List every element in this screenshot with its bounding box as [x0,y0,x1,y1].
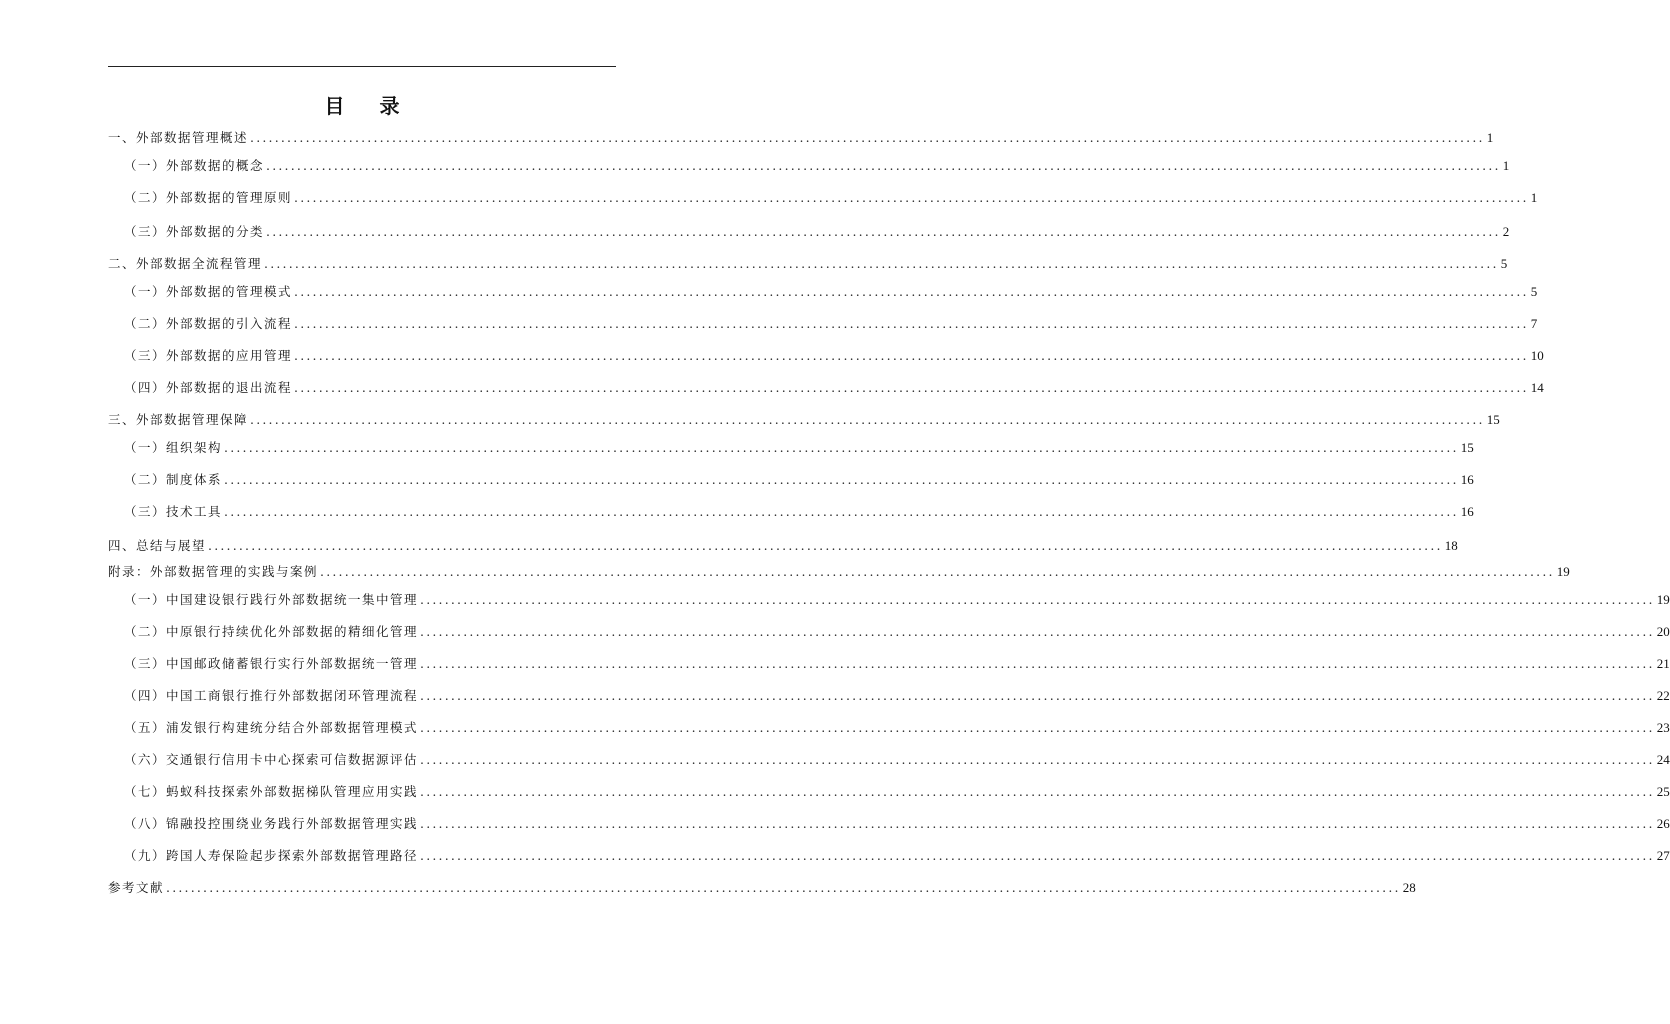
toc-entry-label: （一）外部数据的管理模式 [124,284,293,299]
toc-leader: ........................................................................................................................................................................................................ [224,440,1459,455]
toc-entry[interactable] [124,282,1538,302]
toc-entry-label: （三）中国邮政储蓄银行实行外部数据统一管理 [124,656,419,671]
toc-entry-page: 10 [1530,348,1544,363]
toc-entry[interactable] [108,254,1508,274]
toc-entry[interactable] [124,502,1474,522]
toc-entry-page: 24 [1656,752,1670,767]
toc-entry[interactable] [124,438,1474,458]
toc-entry-page: 22 [1656,688,1670,703]
toc-entry-label: 四、总结与展望 [108,538,207,553]
toc-entry-page: 16 [1460,472,1474,487]
toc-entry[interactable] [124,654,1670,674]
toc-leader: ........................................................................................................................................................................................................ [266,158,1501,173]
toc-entry-label: （四）外部数据的退出流程 [124,380,293,395]
toc-entry-label: （三）技术工具 [124,504,223,519]
toc-entry-page: 23 [1656,720,1670,735]
toc-leader: ........................................................................................................................................................................................................ [208,538,1443,553]
toc-entry-page: 16 [1460,504,1474,519]
toc-leader: ........................................................................................................................................................................................................ [294,284,1529,299]
toc-entry-page: 19 [1556,564,1570,579]
toc-entry-page: 15 [1486,412,1500,427]
toc-entry-page: 20 [1656,624,1670,639]
toc-entry-label: （四）中国工商银行推行外部数据闭环管理流程 [124,688,419,703]
toc-entry-label: （六）交通银行信用卡中心探索可信数据源评估 [124,752,419,767]
toc-leader: ........................................................................................................................................................................................................ [420,816,1655,831]
toc-entry-label: 附录：外部数据管理的实践与案例 [108,564,319,579]
toc-entry-page: 1 [1486,130,1494,145]
toc-entry[interactable] [124,222,1510,242]
toc-entry-page: 1 [1502,158,1510,173]
toc-entry-page: 5 [1530,284,1538,299]
toc-entry-page: 7 [1530,316,1538,331]
toc-entry-label: （二）制度体系 [124,472,223,487]
toc-leader: ........................................................................................................................................................................................................ [250,412,1485,427]
toc-entry[interactable] [108,536,1458,556]
toc-entry-page: 5 [1500,256,1508,271]
toc-entry[interactable] [124,782,1670,802]
toc-entry-label: （七）蚂蚁科技探索外部数据梯队管理应用实践 [124,784,419,799]
toc-leader: ........................................................................................................................................................................................................ [250,130,1485,145]
toc-leader: ........................................................................................................................................................................................................ [420,752,1655,767]
toc-entry-label: （二）外部数据的管理原则 [124,190,293,205]
toc-entry[interactable] [124,346,1544,366]
toc-entry[interactable] [124,314,1538,334]
toc-entry-label: 参考文献 [108,880,165,895]
toc-leader: ........................................................................................................................................................................................................ [420,784,1655,799]
toc-leader: ........................................................................................................................................................................................................ [420,688,1655,703]
toc-entry-label: （二）中原银行持续优化外部数据的精细化管理 [124,624,419,639]
toc-leader: ........................................................................................................................................................................................................ [266,224,1501,239]
toc-entry-page: 26 [1656,816,1670,831]
toc-entry-label: （一）中国建设银行践行外部数据统一集中管理 [124,592,419,607]
toc-entry[interactable] [108,878,1416,898]
toc-title: 目 录 [324,94,414,118]
toc-entry-label: （九）跨国人寿保险起步探索外部数据管理路径 [124,848,419,863]
toc-entry-label: （三）外部数据的应用管理 [124,348,293,363]
toc-entry-label: 二、外部数据全流程管理 [108,256,263,271]
toc-leader: ........................................................................................................................................................................................................ [420,656,1655,671]
toc-entry-page: 21 [1656,656,1670,671]
toc-entry-page: 27 [1656,848,1670,863]
toc-leader: ........................................................................................................................................................................................................ [294,316,1529,331]
toc-leader: ........................................................................................................................................................................................................ [166,880,1401,895]
toc-entry-page: 28 [1402,880,1416,895]
toc-entry-label: （一）外部数据的概念 [124,158,265,173]
toc-leader: ........................................................................................................................................................................................................ [420,592,1655,607]
toc-entry[interactable] [124,156,1510,176]
toc-entry-label: （八）锦融投控围绕业务践行外部数据管理实践 [124,816,419,831]
toc-entry-label: （二）外部数据的引入流程 [124,316,293,331]
toc-entry-page: 14 [1530,380,1544,395]
toc-entry[interactable] [124,846,1670,866]
toc-entry-label: 三、外部数据管理保障 [108,412,249,427]
toc-entry[interactable] [108,562,1570,582]
toc-leader: ........................................................................................................................................................................................................ [294,190,1529,205]
toc-entry[interactable] [108,410,1500,430]
toc-entry-page: 19 [1656,592,1670,607]
toc-entry-page: 2 [1502,224,1510,239]
toc-leader: ........................................................................................................................................................................................................ [264,256,1499,271]
toc-leader: ........................................................................................................................................................................................................ [420,848,1655,863]
toc-leader: ........................................................................................................................................................................................................ [420,720,1655,735]
toc-entry[interactable] [124,686,1670,706]
toc-entry-page: 15 [1460,440,1474,455]
toc-entry[interactable] [124,378,1544,398]
toc-entry-label: 一、外部数据管理概述 [108,130,249,145]
toc-entry[interactable] [124,750,1670,770]
toc-entry-page: 18 [1444,538,1458,553]
toc-entry[interactable] [124,188,1538,208]
toc-entry-label: （五）浦发银行构建统分结合外部数据管理模式 [124,720,419,735]
toc-leader: ........................................................................................................................................................................................................ [294,380,1529,395]
toc-entry[interactable] [124,622,1670,642]
toc-leader: ........................................................................................................................................................................................................ [294,348,1529,363]
toc-entry[interactable] [108,128,1494,148]
toc-entry-label: （一）组织架构 [124,440,223,455]
toc-leader: ........................................................................................................................................................................................................ [224,472,1459,487]
toc-entry[interactable] [124,814,1670,834]
toc-entry-page: 1 [1530,190,1538,205]
toc-entry[interactable] [124,590,1670,610]
toc-entry[interactable] [124,718,1670,738]
toc-leader: ........................................................................................................................................................................................................ [320,564,1555,579]
toc-leader: ........................................................................................................................................................................................................ [420,624,1655,639]
toc-entry-page: 25 [1656,784,1670,799]
toc-leader: ........................................................................................................................................................................................................ [224,504,1459,519]
toc-entry-label: （三）外部数据的分类 [124,224,265,239]
toc-entry[interactable] [124,470,1474,490]
